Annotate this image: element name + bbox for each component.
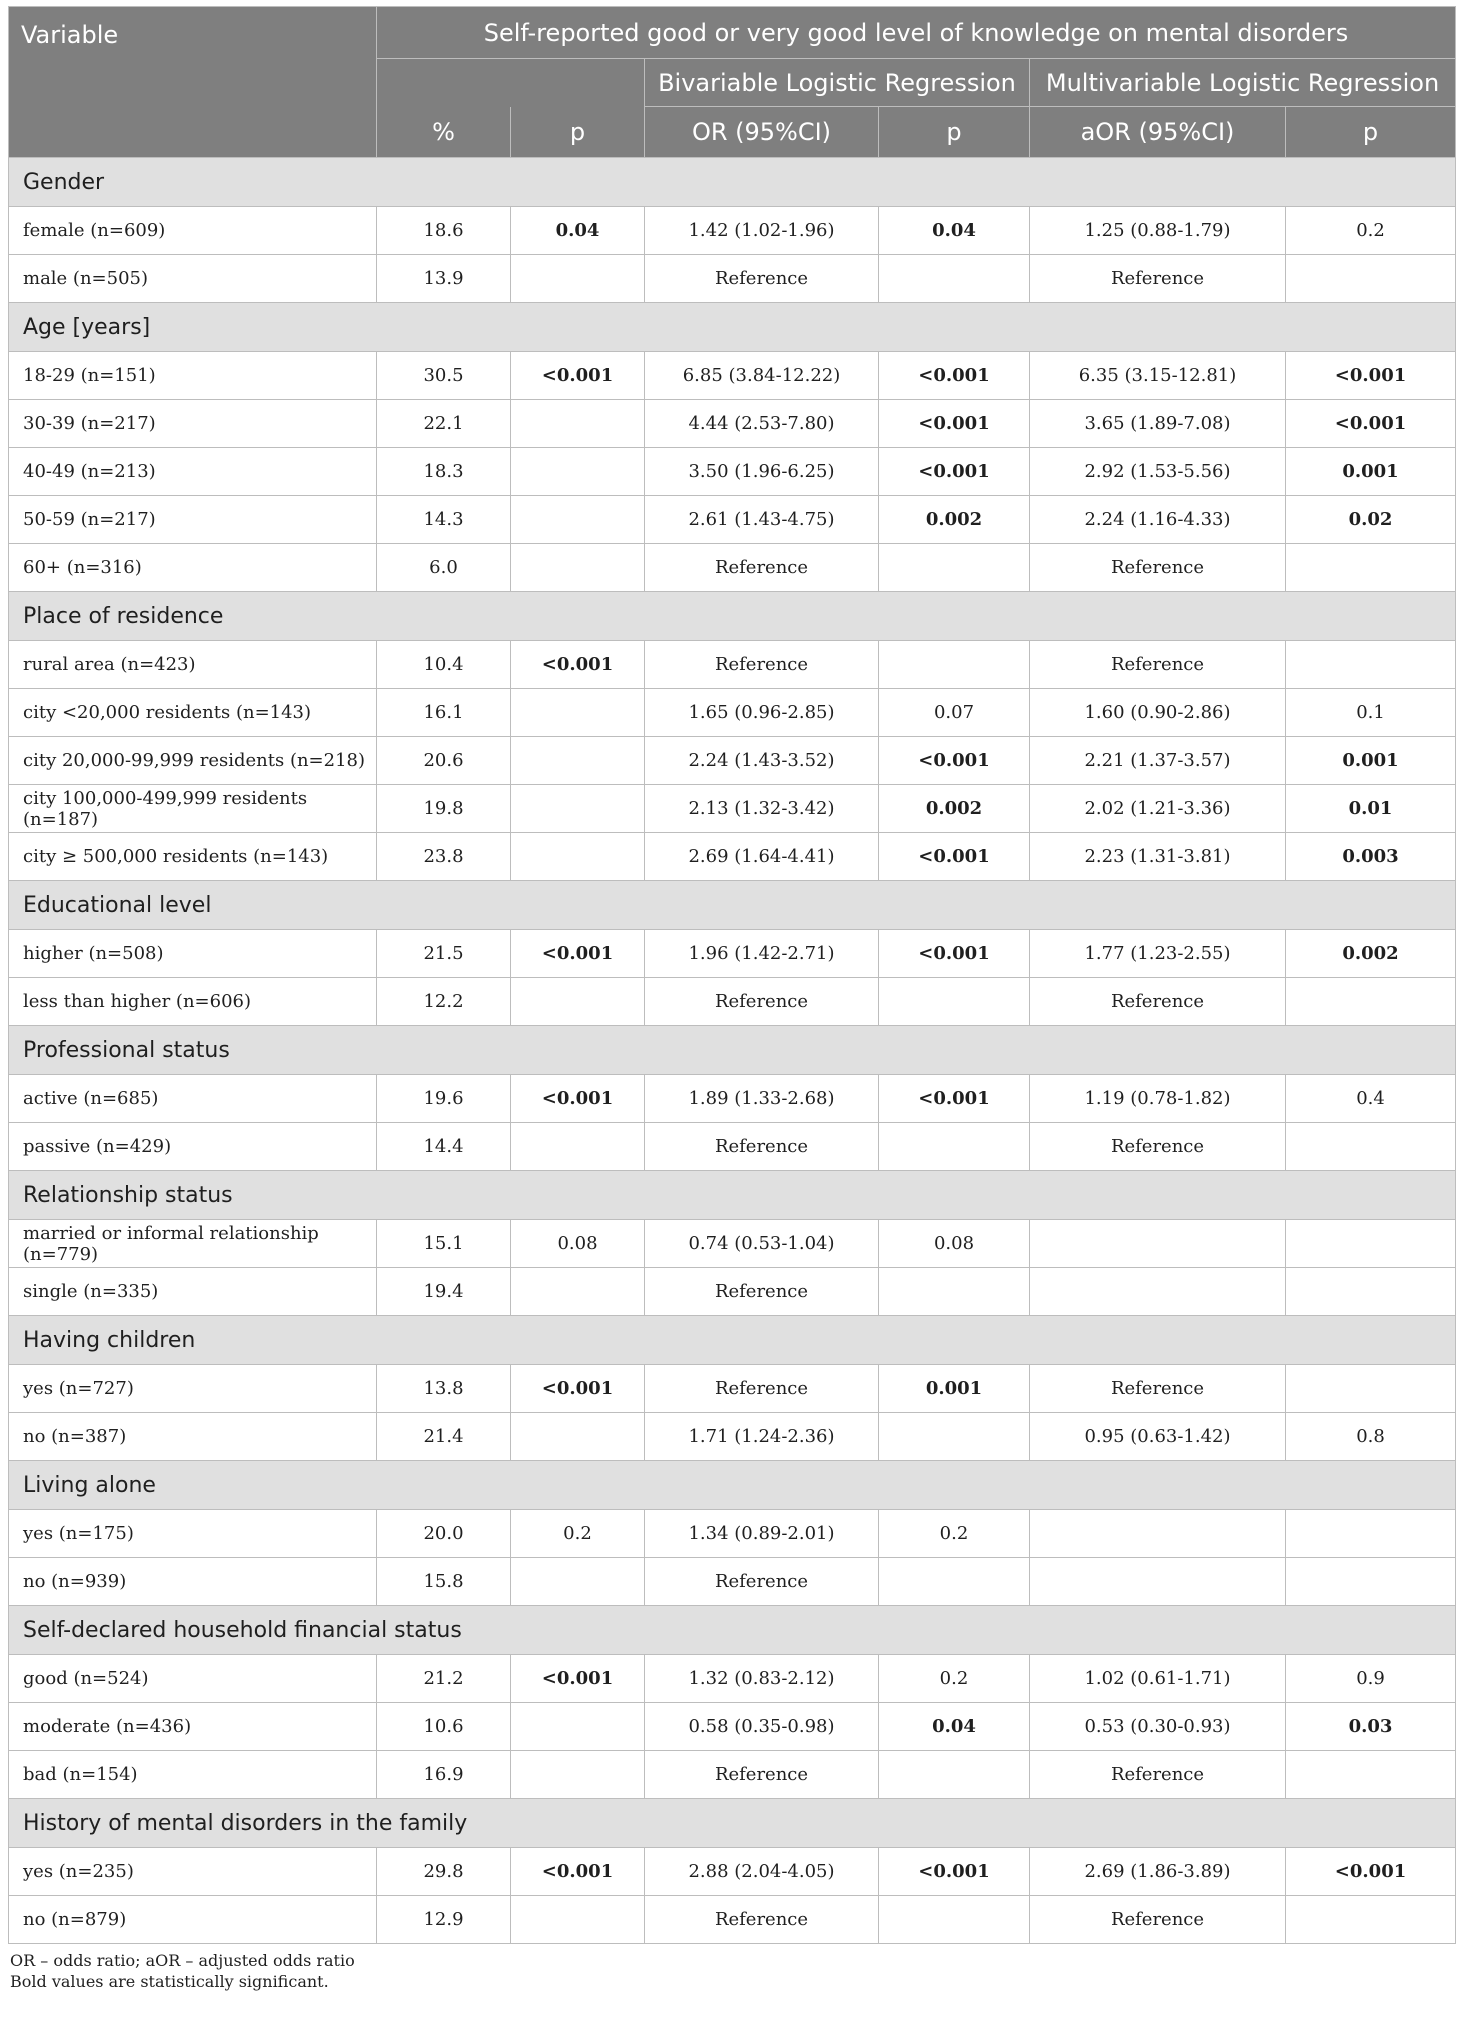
p-multivariable-cell xyxy=(1286,255,1456,303)
p-cell: 0.2 xyxy=(511,1510,645,1558)
table-row xyxy=(9,930,1456,978)
p-cell xyxy=(511,1751,645,1799)
percent-header: % xyxy=(377,107,511,158)
p-cell xyxy=(511,400,645,448)
p-cell xyxy=(511,1413,645,1461)
group-row xyxy=(9,158,1456,207)
row-label: city 20,000-99,999 residents (n=218) xyxy=(9,737,377,785)
aor-cell: 3.65 (1.89-7.08) xyxy=(1030,400,1286,448)
group-title: Educational level xyxy=(9,881,1456,930)
percent-cell: 15.1 xyxy=(377,1220,511,1268)
aor-cell xyxy=(1030,1510,1286,1558)
p-bivariable-cell: <0.001 xyxy=(879,1075,1030,1123)
p-multivariable-cell: 0.1 xyxy=(1286,689,1456,737)
p-bivariable-cell xyxy=(879,978,1030,1026)
or-cell: 2.88 (2.04-4.05) xyxy=(645,1848,879,1896)
or-cell: 1.89 (1.33-2.68) xyxy=(645,1075,879,1123)
aor-cell: Reference xyxy=(1030,544,1286,592)
row-label: no (n=387) xyxy=(9,1413,377,1461)
aor-cell: 0.95 (0.63-1.42) xyxy=(1030,1413,1286,1461)
group-title: Self-declared household financial status xyxy=(9,1606,1456,1655)
or-cell: 6.85 (3.84-12.22) xyxy=(645,352,879,400)
group-title: History of mental disorders in the family xyxy=(9,1799,1456,1848)
row-label: higher (n=508) xyxy=(9,930,377,978)
table-row xyxy=(9,1365,1456,1413)
p-bivariable-cell: 0.002 xyxy=(879,496,1030,544)
group-row xyxy=(9,881,1456,930)
row-label: active (n=685) xyxy=(9,1075,377,1123)
p-cell xyxy=(511,785,645,833)
table-row xyxy=(9,785,1456,833)
p-multivariable-cell xyxy=(1286,1365,1456,1413)
aor-cell: 2.92 (1.53-5.56) xyxy=(1030,448,1286,496)
p-cell: <0.001 xyxy=(511,641,645,689)
or-cell: Reference xyxy=(645,544,879,592)
row-label: 18-29 (n=151) xyxy=(9,352,377,400)
group-title: Place of residence xyxy=(9,592,1456,641)
percent-cell: 12.9 xyxy=(377,1896,511,1944)
p-bivariable-cell: 0.002 xyxy=(879,785,1030,833)
row-label: no (n=939) xyxy=(9,1558,377,1606)
table-row xyxy=(9,1220,1456,1268)
percent-cell: 21.2 xyxy=(377,1655,511,1703)
main-title-header: Self-reported good or very good level of knowledge on mental disorders xyxy=(377,7,1456,59)
p-cell xyxy=(511,833,645,881)
row-label: single (n=335) xyxy=(9,1268,377,1316)
table-row xyxy=(9,833,1456,881)
p-cell xyxy=(511,1123,645,1171)
percent-cell: 6.0 xyxy=(377,544,511,592)
p-bivariable-cell: <0.001 xyxy=(879,737,1030,785)
p-multivariable-cell xyxy=(1286,544,1456,592)
p-multivariable-cell xyxy=(1286,1220,1456,1268)
p-multivariable-cell: 0.003 xyxy=(1286,833,1456,881)
p-bivariable-cell xyxy=(879,255,1030,303)
percent-cell: 13.8 xyxy=(377,1365,511,1413)
p-multivariable-cell: 0.8 xyxy=(1286,1413,1456,1461)
or-cell: 4.44 (2.53-7.80) xyxy=(645,400,879,448)
p-multivariable-cell xyxy=(1286,1268,1456,1316)
p-bivariable-cell: 0.001 xyxy=(879,1365,1030,1413)
group-row xyxy=(9,1461,1456,1510)
p-bivariable-cell: 0.07 xyxy=(879,689,1030,737)
aor-cell: 2.23 (1.31-3.81) xyxy=(1030,833,1286,881)
aor-cell xyxy=(1030,1558,1286,1606)
p-bivariable-cell xyxy=(879,1896,1030,1944)
percent-cell: 30.5 xyxy=(377,352,511,400)
aor-cell: 1.25 (0.88-1.79) xyxy=(1030,207,1286,255)
group-row xyxy=(9,1026,1456,1075)
group-title: Age [years] xyxy=(9,303,1456,352)
p-multivariable-cell xyxy=(1286,1510,1456,1558)
row-label: 30-39 (n=217) xyxy=(9,400,377,448)
or-cell: 2.13 (1.32-3.42) xyxy=(645,785,879,833)
aor-cell xyxy=(1030,1220,1286,1268)
p-cell: <0.001 xyxy=(511,1365,645,1413)
p-cell xyxy=(511,496,645,544)
or-cell: Reference xyxy=(645,978,879,1026)
or-cell: 1.71 (1.24-2.36) xyxy=(645,1413,879,1461)
row-label: yes (n=727) xyxy=(9,1365,377,1413)
p-cell xyxy=(511,448,645,496)
table-row xyxy=(9,641,1456,689)
percent-cell: 21.4 xyxy=(377,1413,511,1461)
percent-cell: 10.6 xyxy=(377,1703,511,1751)
p-multivariable-cell: 0.4 xyxy=(1286,1075,1456,1123)
p-multivariable-header: p xyxy=(1286,107,1456,158)
p-cell: <0.001 xyxy=(511,1655,645,1703)
p-multivariable-cell: <0.001 xyxy=(1286,1848,1456,1896)
percent-cell: 20.6 xyxy=(377,737,511,785)
p-bivariable-cell: <0.001 xyxy=(879,352,1030,400)
p-bivariable-cell xyxy=(879,1268,1030,1316)
table-row xyxy=(9,1655,1456,1703)
percent-cell: 21.5 xyxy=(377,930,511,978)
aor-cell: 1.19 (0.78-1.82) xyxy=(1030,1075,1286,1123)
p-multivariable-cell: 0.001 xyxy=(1286,448,1456,496)
table-row xyxy=(9,1703,1456,1751)
table-row xyxy=(9,1268,1456,1316)
p-bivariable-cell xyxy=(879,1751,1030,1799)
table-row xyxy=(9,207,1456,255)
row-label: yes (n=235) xyxy=(9,1848,377,1896)
p-multivariable-cell xyxy=(1286,1896,1456,1944)
p-bivariable-cell: 0.08 xyxy=(879,1220,1030,1268)
p-cell xyxy=(511,544,645,592)
p-multivariable-cell: 0.01 xyxy=(1286,785,1456,833)
or-cell: Reference xyxy=(645,1896,879,1944)
table-row xyxy=(9,1510,1456,1558)
variable-header: Variable xyxy=(9,7,377,158)
table-row xyxy=(9,737,1456,785)
row-label: moderate (n=436) xyxy=(9,1703,377,1751)
or-cell: 0.58 (0.35-0.98) xyxy=(645,1703,879,1751)
p-bivariable-cell: <0.001 xyxy=(879,930,1030,978)
or-cell: 1.96 (1.42-2.71) xyxy=(645,930,879,978)
group-row xyxy=(9,1799,1456,1848)
p-multivariable-cell: 0.2 xyxy=(1286,207,1456,255)
aor-cell: 0.53 (0.30-0.93) xyxy=(1030,1703,1286,1751)
table-row xyxy=(9,978,1456,1026)
p-bivariable-cell xyxy=(879,1558,1030,1606)
aor-cell: 2.02 (1.21-3.36) xyxy=(1030,785,1286,833)
percent-cell: 29.8 xyxy=(377,1848,511,1896)
or-cell: 1.32 (0.83-2.12) xyxy=(645,1655,879,1703)
or-cell: 0.74 (0.53-1.04) xyxy=(645,1220,879,1268)
or-cell: Reference xyxy=(645,1751,879,1799)
group-row xyxy=(9,1606,1456,1655)
aor-cell: Reference xyxy=(1030,978,1286,1026)
table-row xyxy=(9,255,1456,303)
row-label: city 100,000-499,999 residents (n=187) xyxy=(9,785,377,833)
p-cell xyxy=(511,737,645,785)
percent-cell: 19.8 xyxy=(377,785,511,833)
table-row xyxy=(9,1075,1456,1123)
percent-cell: 15.8 xyxy=(377,1558,511,1606)
or-cell: Reference xyxy=(645,1365,879,1413)
row-label: married or informal relationship (n=779) xyxy=(9,1220,377,1268)
p-multivariable-cell xyxy=(1286,1558,1456,1606)
row-label: female (n=609) xyxy=(9,207,377,255)
footnotes xyxy=(8,1950,1455,1992)
or-cell: 1.42 (1.02-1.96) xyxy=(645,207,879,255)
p-bivariable-cell: 0.04 xyxy=(879,207,1030,255)
row-label: passive (n=429) xyxy=(9,1123,377,1171)
p-header: p xyxy=(511,107,645,158)
or-cell: Reference xyxy=(645,1558,879,1606)
p-multivariable-cell: 0.002 xyxy=(1286,930,1456,978)
p-bivariable-header: p xyxy=(879,107,1030,158)
group-title: Relationship status xyxy=(9,1171,1456,1220)
percent-cell: 18.6 xyxy=(377,207,511,255)
group-title: Gender xyxy=(9,158,1456,207)
group-title: Having children xyxy=(9,1316,1456,1365)
or-cell: 2.61 (1.43-4.75) xyxy=(645,496,879,544)
table-row xyxy=(9,1558,1456,1606)
aor-cell xyxy=(1030,1268,1286,1316)
percent-cell: 23.8 xyxy=(377,833,511,881)
p-bivariable-cell: <0.001 xyxy=(879,833,1030,881)
row-label: bad (n=154) xyxy=(9,1751,377,1799)
p-bivariable-cell xyxy=(879,641,1030,689)
aor-cell: Reference xyxy=(1030,1751,1286,1799)
p-multivariable-cell xyxy=(1286,641,1456,689)
blank-header xyxy=(377,59,645,107)
percent-cell: 22.1 xyxy=(377,400,511,448)
group-row xyxy=(9,303,1456,352)
table-row xyxy=(9,352,1456,400)
p-cell xyxy=(511,255,645,303)
table-body xyxy=(9,158,1456,1944)
table-row xyxy=(9,496,1456,544)
or-cell: Reference xyxy=(645,1123,879,1171)
aor-cell: 2.21 (1.37-3.57) xyxy=(1030,737,1286,785)
p-cell xyxy=(511,689,645,737)
or-cell: 2.69 (1.64-4.41) xyxy=(645,833,879,881)
aor-cell: 2.24 (1.16-4.33) xyxy=(1030,496,1286,544)
table-row xyxy=(9,1751,1456,1799)
table-header xyxy=(9,7,1456,158)
percent-cell: 12.2 xyxy=(377,978,511,1026)
or-cell: 2.24 (1.43-3.52) xyxy=(645,737,879,785)
p-bivariable-cell xyxy=(879,1123,1030,1171)
percent-cell: 16.1 xyxy=(377,689,511,737)
percent-cell: 19.6 xyxy=(377,1075,511,1123)
percent-cell: 14.3 xyxy=(377,496,511,544)
p-multivariable-cell: <0.001 xyxy=(1286,400,1456,448)
aor-cell: Reference xyxy=(1030,641,1286,689)
p-bivariable-cell xyxy=(879,544,1030,592)
aor-cell: 1.60 (0.90-2.86) xyxy=(1030,689,1286,737)
row-label: no (n=879) xyxy=(9,1896,377,1944)
bivariable-header: Bivariable Logistic Regression xyxy=(645,59,1030,107)
aor-cell: 1.77 (1.23-2.55) xyxy=(1030,930,1286,978)
p-multivariable-cell xyxy=(1286,1751,1456,1799)
row-label: less than higher (n=606) xyxy=(9,978,377,1026)
row-label: 60+ (n=316) xyxy=(9,544,377,592)
aor-cell: Reference xyxy=(1030,1123,1286,1171)
or-cell: 3.50 (1.96-6.25) xyxy=(645,448,879,496)
row-label: 50-59 (n=217) xyxy=(9,496,377,544)
p-cell xyxy=(511,1558,645,1606)
row-label: city ≥ 500,000 residents (n=143) xyxy=(9,833,377,881)
group-row xyxy=(9,1316,1456,1365)
table-row xyxy=(9,400,1456,448)
p-multivariable-cell xyxy=(1286,978,1456,1026)
or-cell: Reference xyxy=(645,1268,879,1316)
row-label: 40-49 (n=213) xyxy=(9,448,377,496)
p-bivariable-cell: 0.04 xyxy=(879,1703,1030,1751)
multivariable-header: Multivariable Logistic Regression xyxy=(1030,59,1456,107)
p-multivariable-cell: 0.02 xyxy=(1286,496,1456,544)
or-cell: 1.34 (0.89-2.01) xyxy=(645,1510,879,1558)
p-cell: <0.001 xyxy=(511,930,645,978)
row-label: good (n=524) xyxy=(9,1655,377,1703)
aor-header: aOR (95%CI) xyxy=(1030,107,1286,158)
row-label: city <20,000 residents (n=143) xyxy=(9,689,377,737)
or-cell: Reference xyxy=(645,641,879,689)
p-multivariable-cell: 0.9 xyxy=(1286,1655,1456,1703)
aor-cell: 2.69 (1.86-3.89) xyxy=(1030,1848,1286,1896)
percent-cell: 13.9 xyxy=(377,255,511,303)
p-cell xyxy=(511,978,645,1026)
p-multivariable-cell: 0.001 xyxy=(1286,737,1456,785)
p-multivariable-cell: 0.03 xyxy=(1286,1703,1456,1751)
or-cell: 1.65 (0.96-2.85) xyxy=(645,689,879,737)
p-cell xyxy=(511,1703,645,1751)
p-bivariable-cell: 0.2 xyxy=(879,1510,1030,1558)
group-title: Living alone xyxy=(9,1461,1456,1510)
table-row xyxy=(9,689,1456,737)
table-row xyxy=(9,1896,1456,1944)
group-row xyxy=(9,592,1456,641)
footnote-bold: Bold values are statistically significant. xyxy=(10,1972,329,1991)
p-bivariable-cell: <0.001 xyxy=(879,1848,1030,1896)
aor-cell: 1.02 (0.61-1.71) xyxy=(1030,1655,1286,1703)
group-title: Professional status xyxy=(9,1026,1456,1075)
table-container xyxy=(8,6,1455,1992)
p-cell: <0.001 xyxy=(511,1075,645,1123)
p-bivariable-cell: <0.001 xyxy=(879,448,1030,496)
table-row xyxy=(9,448,1456,496)
row-label: yes (n=175) xyxy=(9,1510,377,1558)
p-cell xyxy=(511,1896,645,1944)
group-row xyxy=(9,1171,1456,1220)
p-multivariable-cell xyxy=(1286,1123,1456,1171)
table-row xyxy=(9,1413,1456,1461)
percent-cell: 18.3 xyxy=(377,448,511,496)
aor-cell: Reference xyxy=(1030,255,1286,303)
or-header: OR (95%CI) xyxy=(645,107,879,158)
aor-cell: 6.35 (3.15-12.81) xyxy=(1030,352,1286,400)
table-row xyxy=(9,1123,1456,1171)
table-row xyxy=(9,1848,1456,1896)
results-table xyxy=(8,6,1456,1944)
p-cell xyxy=(511,1268,645,1316)
p-cell: 0.04 xyxy=(511,207,645,255)
p-cell: <0.001 xyxy=(511,1848,645,1896)
p-cell: 0.08 xyxy=(511,1220,645,1268)
percent-cell: 16.9 xyxy=(377,1751,511,1799)
or-cell: Reference xyxy=(645,255,879,303)
percent-cell: 10.4 xyxy=(377,641,511,689)
percent-cell: 14.4 xyxy=(377,1123,511,1171)
row-label: rural area (n=423) xyxy=(9,641,377,689)
aor-cell: Reference xyxy=(1030,1896,1286,1944)
p-bivariable-cell: <0.001 xyxy=(879,400,1030,448)
percent-cell: 19.4 xyxy=(377,1268,511,1316)
percent-cell: 20.0 xyxy=(377,1510,511,1558)
row-label: male (n=505) xyxy=(9,255,377,303)
table-row xyxy=(9,544,1456,592)
p-bivariable-cell xyxy=(879,1413,1030,1461)
p-cell: <0.001 xyxy=(511,352,645,400)
p-multivariable-cell: <0.001 xyxy=(1286,352,1456,400)
p-bivariable-cell: 0.2 xyxy=(879,1655,1030,1703)
aor-cell: Reference xyxy=(1030,1365,1286,1413)
footnote-abbreviations: OR – odds ratio; aOR – adjusted odds ratio xyxy=(10,1951,355,1970)
